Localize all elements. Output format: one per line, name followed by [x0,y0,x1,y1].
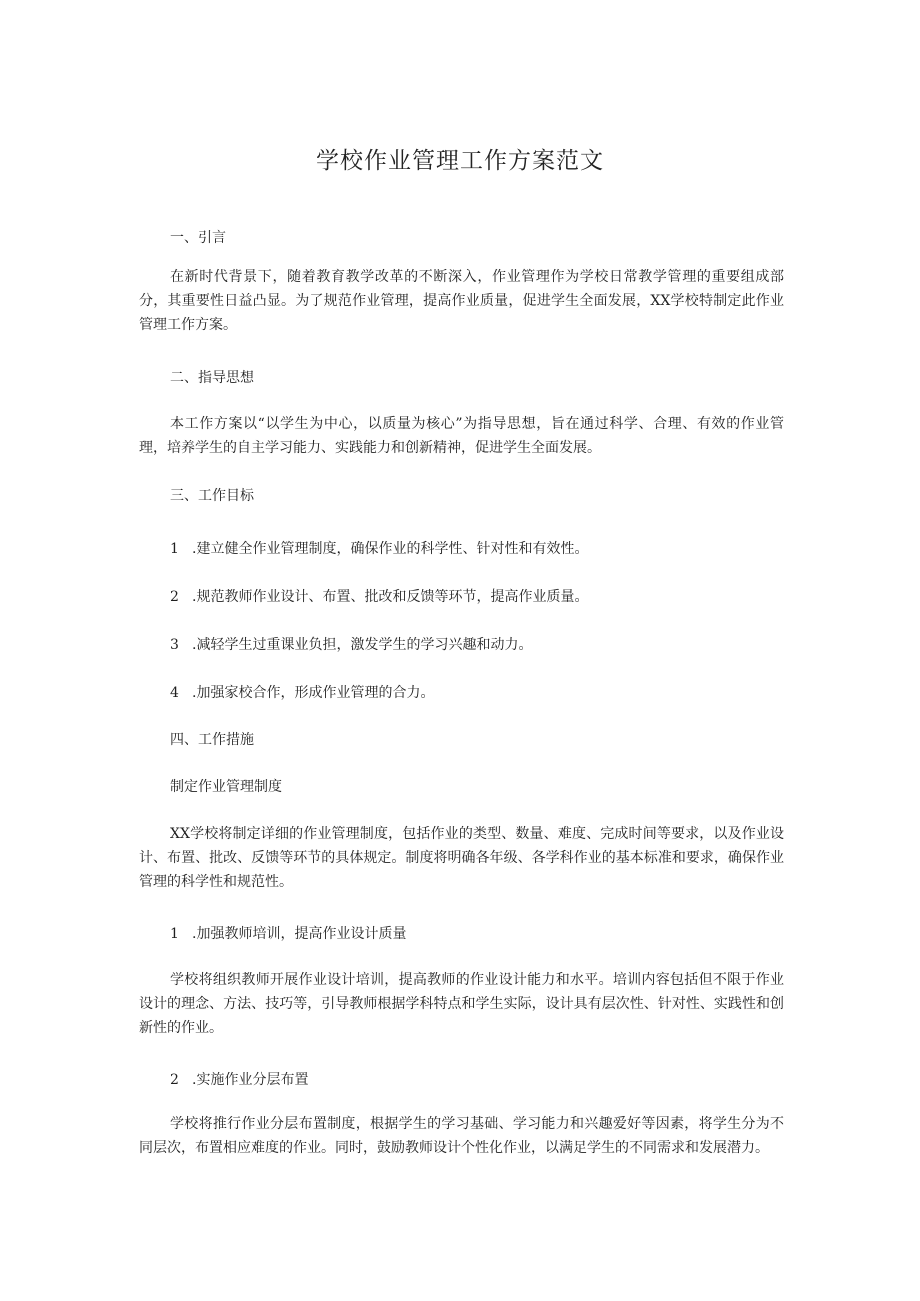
goal-item-number: 1 [170,541,179,557]
goal-item-number: 3 [170,637,179,653]
measure-item-number: 2 [170,1072,179,1088]
paragraph-layered-homework: 学校将推行作业分层布置制度，根据学生的学习基础、学习能力和兴趣爱好等因素，将学生分为不同层次，布置相应难度的作业。同时，鼓励教师设计个性化作业，以满足学生的不同需求和发展潜力。 [139,1116,784,1156]
goal-item-number: 2 [170,589,179,605]
paragraph-guiding-ideology: 本工作方案以“以学生为中心，以质量为核心”为指导思想，旨在通过科学、合理、有效的作业管理，培养学生的自主学习能力、实践能力和创新精神，促进学生全面发展。 [139,416,784,456]
section-heading-work-goals: 三、工作目标 [170,488,254,504]
section-heading-work-measures: 四、工作措施 [170,732,254,748]
section-heading-introduction: 一、引言 [170,230,226,246]
paragraph-introduction: 在新时代背景下，随着教育教学改革的不断深入，作业管理作为学校日常教学管理的重要组成部分，其重要性日益凸显。为了规范作业管理，提高作业质量，促进学生全面发展，XX学校特制定此作业管理工作方案。 [139,269,784,333]
goal-item-2 [139,585,784,609]
measure-item-number: 1 [170,926,179,942]
goal-item-3 [139,633,784,657]
goal-item-4 [139,681,784,705]
goal-item-text: .减轻学生过重课业负担，激发学生的学习兴趣和动力。 [192,637,533,653]
paragraph-teacher-training: 学校将组织教师开展作业设计培训，提高教师的作业设计能力和水平。培训内容包括但不限于作业设计的理念、方法、技巧等，引导教师根据学科特点和学生实际，设计具有层次性、针对性、实践性和创新性的作业。 [139,972,784,1036]
goal-item-text: .规范教师作业设计、布置、批改和反馈等环节，提高作业质量。 [192,589,589,605]
paragraph-management-system: XX学校将制定详细的作业管理制度，包括作业的类型、数量、难度、完成时间等要求，以及作业设计、布置、批改、反馈等环节的具体规定。制度将明确各年级、各学科作业的基本标准和要求，确保作业管理的科学性和规范性。 [139,826,784,890]
section-heading-guiding-ideology: 二、指导思想 [170,370,254,386]
goal-item-text: .加强家校合作，形成作业管理的合力。 [192,685,435,701]
goal-item-1 [139,537,784,561]
goal-item-number: 4 [170,685,179,701]
measure-item-text: .实施作业分层布置 [192,1072,309,1088]
measure-item-1 [139,922,784,946]
document-title: 学校作业管理工作方案范文 [316,148,604,174]
goal-item-text: .建立健全作业管理制度，确保作业的科学性、针对性和有效性。 [192,541,589,557]
measure-item-2 [139,1068,784,1092]
measure-item-text: .加强教师培训，提高作业设计质量 [192,926,407,942]
subheading-management-system: 制定作业管理制度 [170,779,282,795]
